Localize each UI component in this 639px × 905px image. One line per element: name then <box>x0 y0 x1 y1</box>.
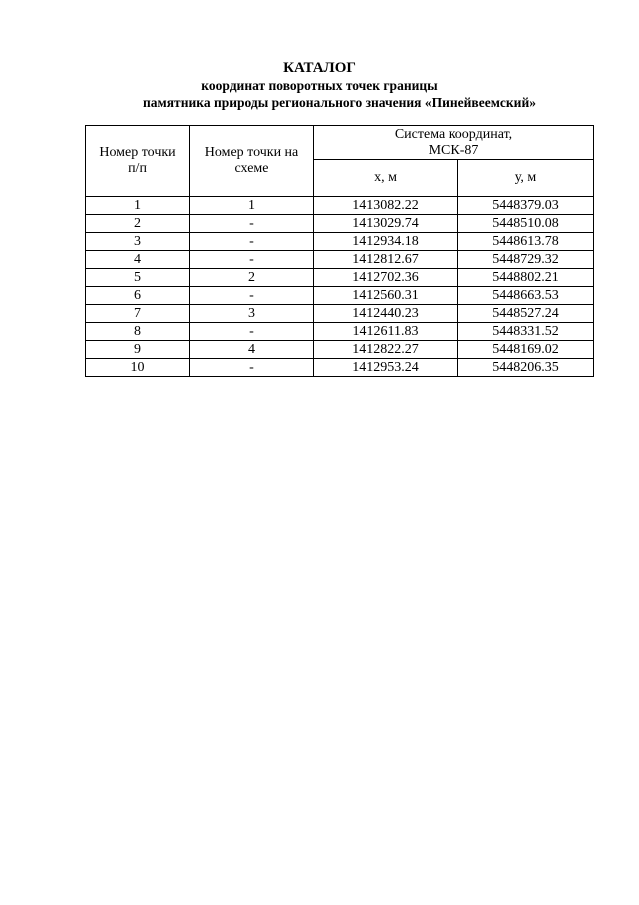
header-coordinate-system: Система координат, МСК-87 <box>314 126 594 160</box>
cell-scheme: 1 <box>190 197 314 215</box>
cell-scheme: - <box>190 323 314 341</box>
cell-x: 1412934.18 <box>314 233 458 251</box>
cell-num: 2 <box>86 215 190 233</box>
cell-scheme: 3 <box>190 305 314 323</box>
cell-num: 6 <box>86 287 190 305</box>
cell-scheme: - <box>190 359 314 377</box>
table-row <box>86 251 594 269</box>
cell-num: 10 <box>86 359 190 377</box>
cell-num: 3 <box>86 233 190 251</box>
cell-y: 5448663.53 <box>458 287 594 305</box>
header-y: у, м <box>458 160 594 197</box>
table-row <box>86 269 594 287</box>
cell-y: 5448331.52 <box>458 323 594 341</box>
coordinates-table <box>85 125 594 377</box>
cell-x: 1413082.22 <box>314 197 458 215</box>
title-block <box>0 60 639 111</box>
cell-y: 5448510.08 <box>458 215 594 233</box>
table-row <box>86 215 594 233</box>
cell-x: 1413029.74 <box>314 215 458 233</box>
cell-scheme: - <box>190 287 314 305</box>
cell-y: 5448802.21 <box>458 269 594 287</box>
cell-x: 1412702.36 <box>314 269 458 287</box>
cell-num: 9 <box>86 341 190 359</box>
cell-scheme: - <box>190 233 314 251</box>
cell-x: 1412812.67 <box>314 251 458 269</box>
cell-scheme: - <box>190 251 314 269</box>
cell-x: 1412611.83 <box>314 323 458 341</box>
cell-scheme: 2 <box>190 269 314 287</box>
document-subtitle-line1: координат поворотных точек границы <box>201 78 438 93</box>
cell-y: 5448527.24 <box>458 305 594 323</box>
cell-num: 1 <box>86 197 190 215</box>
table-row <box>86 341 594 359</box>
table-row <box>86 323 594 341</box>
document-subtitle-line2: памятника природы регионального значения «Пинейвеемский» <box>143 95 536 110</box>
cell-num: 5 <box>86 269 190 287</box>
cell-num: 4 <box>86 251 190 269</box>
cell-y: 5448379.03 <box>458 197 594 215</box>
cell-num: 8 <box>86 323 190 341</box>
table-row <box>86 197 594 215</box>
table-row <box>86 233 594 251</box>
document-title: КАТАЛОГ <box>283 60 356 76</box>
table-row <box>86 359 594 377</box>
header-scheme-number: Номер точки на схеме <box>190 126 314 197</box>
cell-x: 1412440.23 <box>314 305 458 323</box>
cell-scheme: - <box>190 215 314 233</box>
header-point-number: Номер точки п/п <box>86 126 190 197</box>
cell-num: 7 <box>86 305 190 323</box>
table-row <box>86 287 594 305</box>
table-row <box>86 305 594 323</box>
table-body <box>86 197 594 377</box>
cell-y: 5448729.32 <box>458 251 594 269</box>
header-x: х, м <box>314 160 458 197</box>
cell-y: 5448613.78 <box>458 233 594 251</box>
cell-x: 1412560.31 <box>314 287 458 305</box>
cell-x: 1412822.27 <box>314 341 458 359</box>
cell-scheme: 4 <box>190 341 314 359</box>
cell-x: 1412953.24 <box>314 359 458 377</box>
cell-y: 5448169.02 <box>458 341 594 359</box>
cell-y: 5448206.35 <box>458 359 594 377</box>
